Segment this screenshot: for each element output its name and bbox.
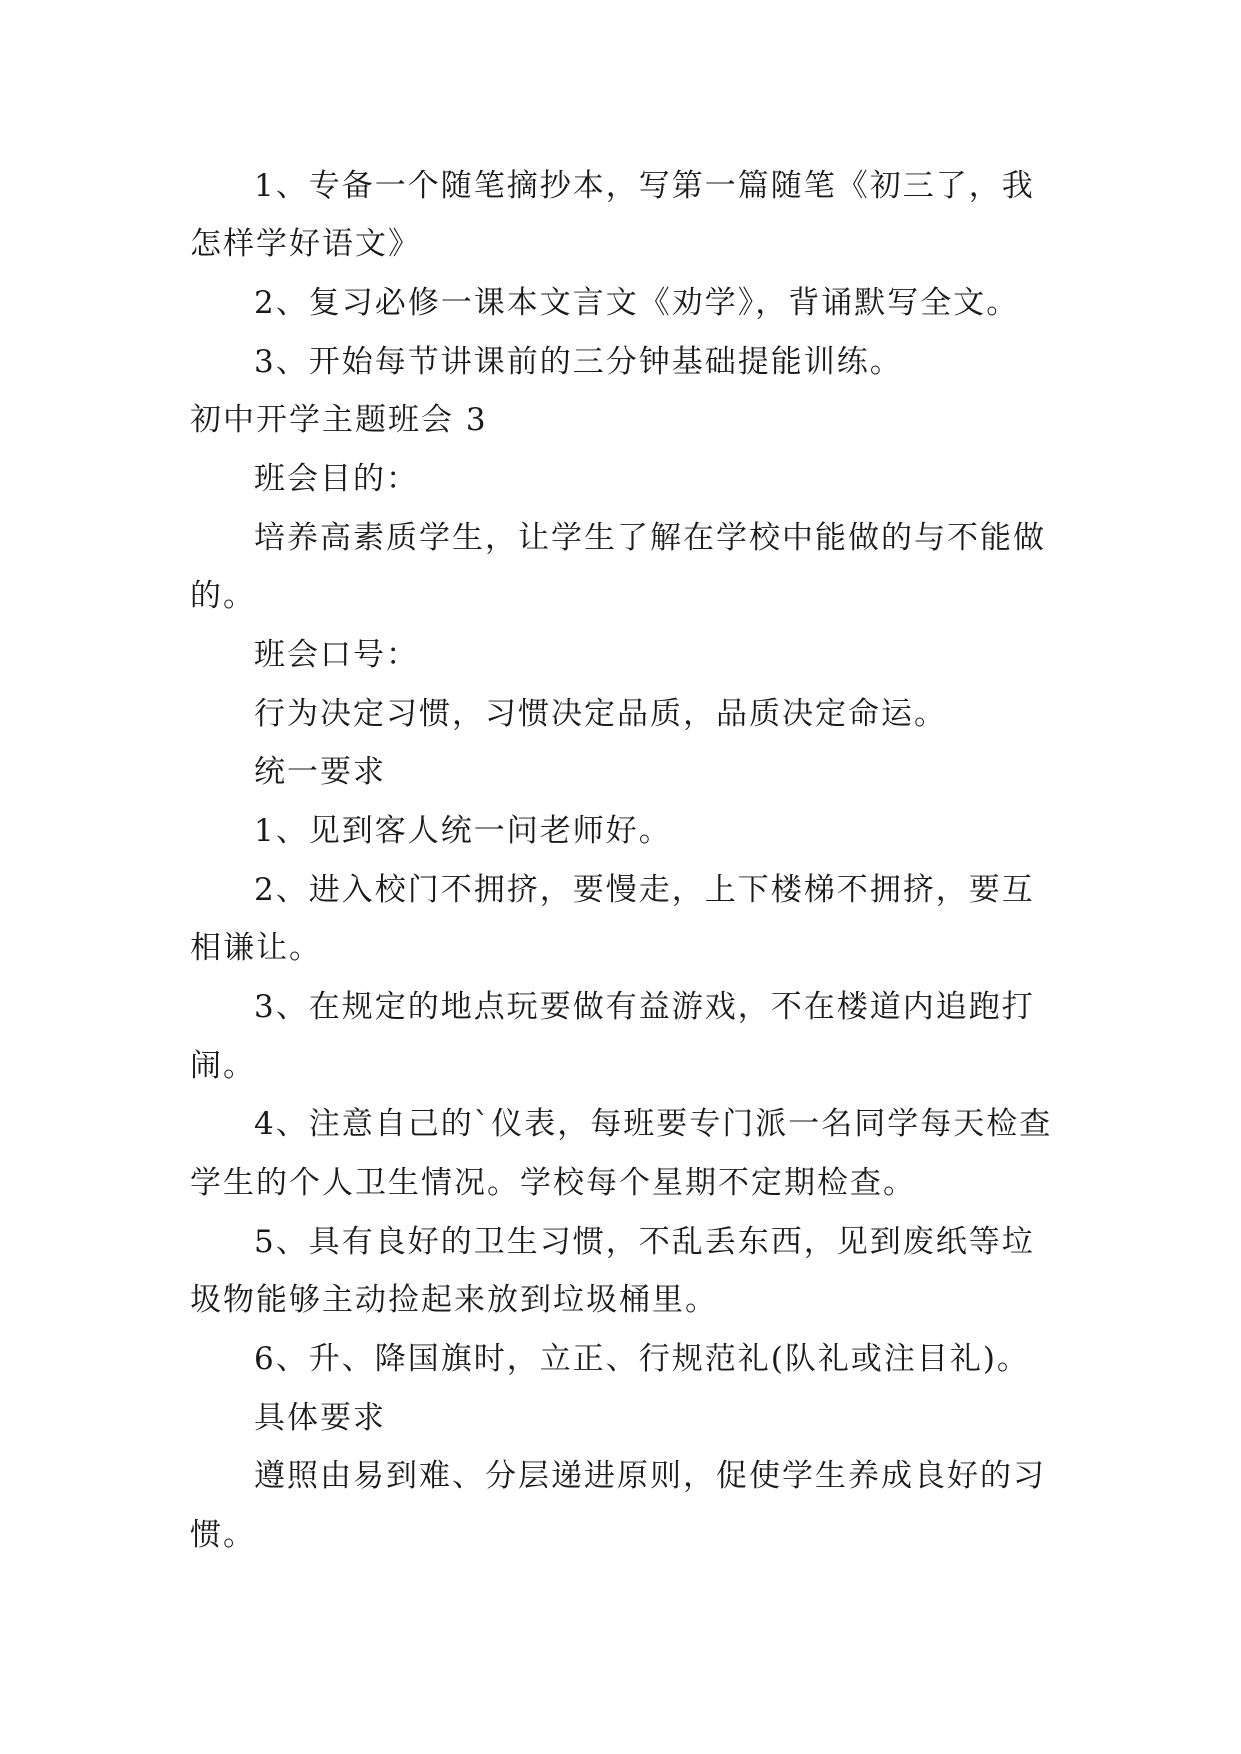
paragraph-line: 班会目的： (254, 461, 419, 497)
paragraph-line: 4、注意自己的`仪表，每班要专门派一名同学每天检查 (254, 1106, 1053, 1142)
paragraph-line: 统一要求 (254, 754, 386, 790)
paragraph-line: 班会口号： (254, 637, 419, 673)
paragraph-line: 2、进入校门不拥挤，要慢走，上下楼梯不拥挤，要互 (254, 872, 1035, 908)
paragraph-line: 学生的个人卫生情况。学校每个星期不定期检查。 (190, 1165, 916, 1201)
paragraph-line: 的。 (190, 578, 256, 614)
paragraph-line: 培养高素质学生，让学生了解在学校中能做的与不能做 (254, 520, 1046, 556)
paragraph-line: 相谦让。 (190, 930, 322, 966)
paragraph-line: 1、专备一个随笔摘抄本，写第一篇随笔《初三了，我 (254, 168, 1035, 204)
paragraph-line: 惯。 (190, 1517, 256, 1553)
paragraph-line: 遵照由易到难、分层递进原则，促使学生养成良好的习 (254, 1458, 1046, 1494)
paragraph-line: 2、复习必修一课本文言文《劝学》，背诵默写全文。 (254, 285, 1020, 321)
paragraph-line: 1、见到客人统一问老师好。 (254, 813, 672, 849)
paragraph-line: 圾物能够主动捡起来放到垃圾桶里。 (190, 1282, 718, 1318)
paragraph-line: 怎样学好语文》 (190, 226, 421, 262)
section-heading: 初中开学主题班会 3 (190, 402, 488, 438)
paragraph-line: 3、在规定的地点玩要做有益游戏，不在楼道内追跑打 (254, 989, 1035, 1025)
paragraph-line: 5、具有良好的卫生习惯，不乱丢东西，见到废纸等垃 (254, 1224, 1035, 1260)
paragraph-line: 行为决定习惯，习惯决定品质，品质决定命运。 (254, 696, 947, 732)
paragraph-line: 6、升、降国旗时，立正、行规范礼(队礼或注目礼)。 (254, 1341, 1030, 1377)
paragraph-line: 3、开始每节讲课前的三分钟基础提能训练。 (254, 344, 903, 380)
paragraph-line: 具体要求 (254, 1400, 386, 1436)
paragraph-line: 闹。 (190, 1048, 256, 1084)
